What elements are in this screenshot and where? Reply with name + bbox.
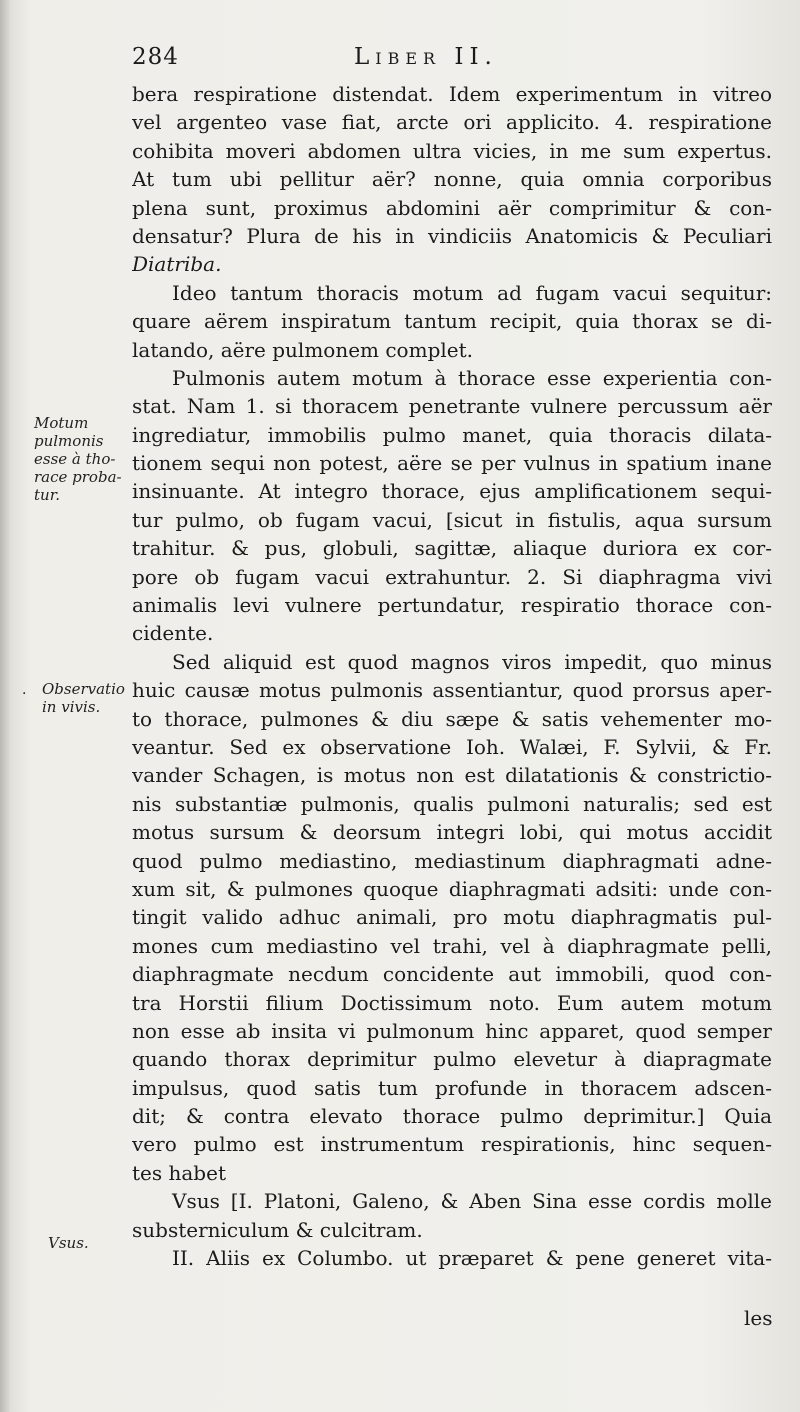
page-binding-shadow: [0, 0, 10, 1412]
text-line: vander Schagen, is motus non est dilatationis & constrictio-: [132, 763, 772, 788]
text-line: tionem sequi non potest, aëre se per vulnus in spatium inane: [132, 451, 772, 476]
text-line: cohibita moveri abdomen ultra vicies, in me sum expertus.: [132, 138, 772, 163]
margin-note-observatio: [42, 680, 125, 716]
text-line: latando, aëre pulmonem complet.: [132, 337, 473, 362]
text-line: pore ob fugam vacui extrahuntur. 2. Si diaphragma vivi: [132, 564, 772, 589]
text-line: insinuante. At integro thorace, ejus amplificationem sequi-: [132, 479, 772, 504]
text-line: plena sunt, proximus abdomini aër comprimitur & con-: [132, 195, 772, 220]
text-line: mones cum mediastino vel trahi, vel à diaphragmate pelli,: [132, 933, 772, 958]
text-line: non esse ab insita vi pulmonum hinc apparet, quod semper: [132, 1018, 772, 1043]
margin-note-vsus: [48, 1234, 89, 1252]
text-line: densatur? Plura de his in vindiciis Anatomicis & Peculiari: [132, 223, 772, 248]
text-line: quod pulmo mediastino, mediastinum diaphragmati adne-: [132, 848, 772, 873]
margin-dot-mark: ·: [22, 686, 27, 702]
text-line: Pulmonis autem motum à thorace esse experientia con-: [172, 365, 772, 390]
running-head: Liber II.: [354, 44, 498, 70]
text-line: tur pulmo, ob fugam vacui, [sicut in fistulis, aqua sursum: [132, 507, 772, 532]
text-line: dit; & contra elevato thorace pulmo deprimitur.] Quia: [132, 1104, 772, 1129]
margin-note-line: tur.: [34, 486, 60, 504]
text-line: cidente.: [132, 621, 214, 646]
text-line: ingrediatur, immobilis pulmo manet, quia thoracis dilata-: [132, 422, 772, 447]
text-line: huic causæ motus pulmonis assentiantur, quod prorsus aper-: [132, 678, 772, 703]
text-line: veantur. Sed ex observatione Ioh. Walæi, F. Sylvii, & Fr.: [132, 734, 772, 759]
margin-note-line: Observatio: [42, 680, 125, 698]
text-line: bera respiratione distendat. Idem experimentum in vitreo: [132, 82, 772, 106]
body-text: [132, 80, 772, 1272]
text-line: impulsus, quod satis tum profunde in thoracem adscen-: [132, 1075, 772, 1100]
text-line: animalis levi vulnere pertundatur, respiratio thorace con-: [132, 593, 772, 618]
margin-note-line: pulmonis: [34, 432, 104, 450]
margin-note-motum: [34, 414, 122, 504]
margin-note-line: Vsus.: [48, 1234, 89, 1252]
margin-note-line: race proba-: [34, 468, 122, 486]
text-line: Diatriba.: [132, 252, 222, 277]
text-line: tingit valido adhuc animali, pro motu diaphragmatis pul-: [132, 905, 772, 930]
margin-note-line: esse à tho-: [34, 450, 116, 468]
text-line: tes habet: [132, 1160, 226, 1185]
text-line: motus sursum & deorsum integri lobi, qui motus accidit: [132, 820, 772, 845]
page-header: [132, 44, 652, 78]
text-line: substerniculum & culcitram.: [132, 1217, 423, 1242]
text-line: Sed aliquid est quod magnos viros impedit, quo minus: [172, 649, 772, 674]
text-line: diaphragmate necdum concidente aut immobili, quod con-: [132, 962, 772, 987]
text-line: II. Aliis ex Columbo. ut præparet & pene generet vita-: [172, 1246, 772, 1271]
text-line: Ideo tantum thoracis motum ad fugam vacui sequitur:: [172, 280, 772, 305]
text-line: stat. Nam 1. si thoracem penetrante vulnere percussum aër: [132, 394, 772, 419]
text-line: to thorace, pulmones & diu sæpe & satis vehementer mo-: [132, 706, 772, 731]
page-number: 284: [132, 44, 179, 70]
catchword: les: [744, 1306, 773, 1330]
margin-note-line: Motum: [34, 414, 89, 432]
margin-note-line: in vivis.: [42, 698, 101, 716]
text-line: trahitur. & pus, globuli, sagittæ, aliaque duriora ex cor-: [132, 536, 772, 561]
text-line: quando thorax deprimitur pulmo elevetur à diapragmate: [132, 1047, 772, 1072]
text-line: Vsus [I. Platoni, Galeno, & Aben Sina esse cordis molle: [172, 1189, 772, 1214]
text-line: At tum ubi pellitur aër? nonne, quia omnia corporibus: [132, 167, 772, 192]
text-line: xum sit, & pulmones quoque diaphragmati adsiti: unde con-: [132, 876, 772, 901]
text-line: nis substantiæ pulmonis, qualis pulmoni naturalis; sed est: [132, 791, 772, 816]
text-line: vel argenteo vase fiat, arcte ori applicito. 4. respiratione: [132, 110, 772, 135]
text-line: tra Horstii filium Doctissimum noto. Eum autem motum: [132, 990, 772, 1015]
text-line: quare aërem inspiratum tantum recipit, quia thorax se di-: [132, 309, 772, 334]
text-line: vero pulmo est instrumentum respirationis, hinc sequen-: [132, 1132, 772, 1157]
